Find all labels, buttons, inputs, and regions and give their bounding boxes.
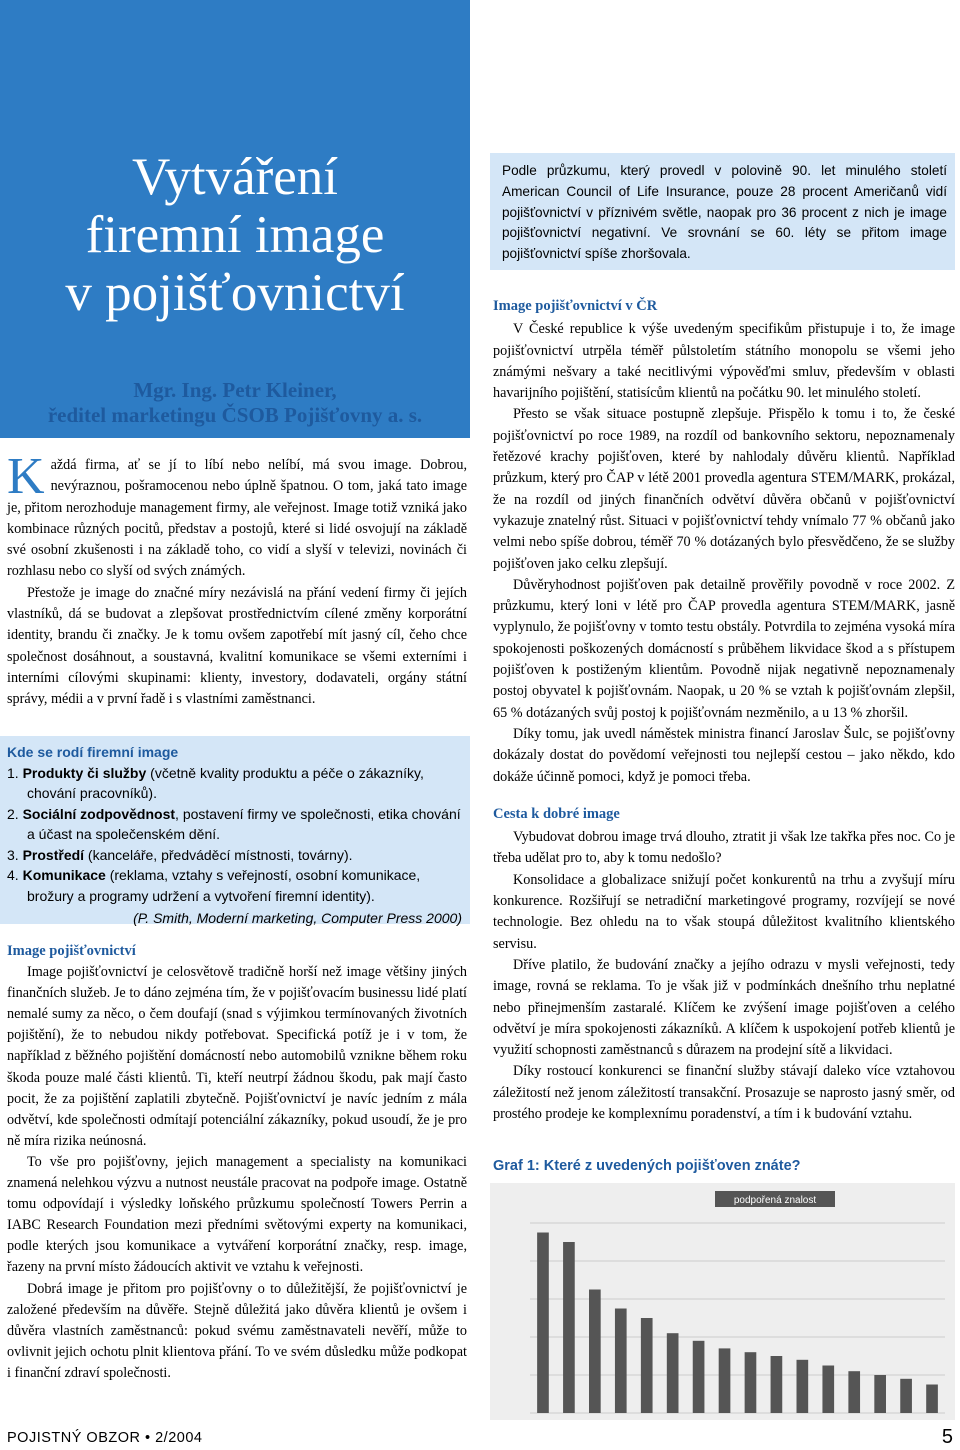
- item-text: (reklama, vztahy s veřejností, osobní komunikace, brožury a programy udržení a vytvoření firemní identity).: [27, 867, 421, 904]
- sidebar-box: [0, 736, 470, 924]
- chart-bar: [900, 1379, 912, 1413]
- paragraph: Dříve platilo, že budování značky a jejího odrazu v mysli veřejnosti, tedy image, rovná se reklama. To je však již v podmínkách dnešního trhu neplatné nebo přinejmenším zastaralé. Klíčem ke zvýšení image pojišťoven a celého odvětví je míra spokojenosti zákazníků. A klíčem k uspokojení potřeb klientů je využití schopnosti zaměstnanců s důrazem na prodejní sítě a likvidaci.: [493, 956, 955, 1059]
- item-bold: Prostředí: [22, 846, 85, 863]
- page-number: 5: [941, 1426, 953, 1448]
- section-heading-way: Cesta k dobré image: [493, 805, 620, 822]
- legend-label: podpořená znalost: [733, 1195, 817, 1206]
- sidebar-item-3: [7, 845, 462, 866]
- chart-bar: [667, 1333, 679, 1413]
- item-text: (včetně kvality produktu a péče o zákazníky, chování pracovníků).: [27, 764, 424, 801]
- item-text: (kanceláře, předváděcí místnosti, továrny).: [84, 846, 353, 863]
- chart-bar: [797, 1360, 809, 1413]
- intro-paragraph-1-text: aždá firma, ať se jí to líbí nebo nelíbí, má svou image. Dobrou, nevýraznou, pošramocenou nebo úplně špatnou. O tom, jaká tato image je, přitom nerozhoduje management firmy, ale veřejnost. Image totiž vzniká jako kombinace různých pocitů, představ a postojů, které si lidé osvojují na základě své osobní zkušenosti i na základě toho, co vidí a slyší v televizi, novinách či rozhlasu nebo co slyší od svých známých.: [7, 457, 467, 580]
- paragraph: To vše pro pojišťovny, jejich management a specialisty na komunikaci znamená nelehkou výzvu a nutnost neustále pracovat na podpoře image. Ostatně tomu odpovídají i výsledky loňského průzkumu společností Towers Perrin a IABC Research Foundation mezi předními světovými experty na komunikaci, podle kterých jsou komunikace a vytváření korporátní značky, resp. image, řazeny na první místo žádoucích aktivit ve vztahu k veřejnosti.: [7, 1153, 467, 1276]
- intro-paragraph-1: [7, 448, 467, 583]
- item-number: 4.: [7, 867, 19, 883]
- paragraph: Díky tomu, jak uvedl náměstek ministra financí Jaroslav Šulc, se pojišťovny dokázaly dostat do povědomí veřejnosti tou nejlepší cestou – jako někdo, kdo dokáže účinně pomoci, když je pomoci třeba.: [493, 725, 955, 785]
- section-heading-cr: Image pojišťovnictví v ČR: [493, 298, 658, 314]
- chart-bar: [615, 1309, 627, 1414]
- paragraph: Vybudovat dobrou image trvá dlouho, ztratit ji však lze takřka přes noc. Co je třeba udělat pro to, aby k tomu nedošlo?: [493, 829, 955, 867]
- item-text: , postavení firmy ve společnosti, etika chování a účast na společenském dění.: [27, 805, 461, 842]
- item-bold: Komunikace: [22, 867, 106, 883]
- chart-bar: [848, 1371, 860, 1413]
- item-number: 3.: [7, 846, 19, 863]
- chart-bar: [537, 1233, 549, 1414]
- title-line-3: v pojišťovnictví: [65, 264, 405, 322]
- chart-bar: [745, 1352, 757, 1413]
- chart-bar: [589, 1290, 601, 1414]
- paragraph: V České republice k výše uvedeným specifikům přistupuje i to, že image pojišťovnictví utrpěla téměř půlstoletím státního monopolu se všemi jeho známými nešvary a také necitlivými výpověďmi smluv, především v oblasti havarijního pojištění, statisícům klientů na počátku 90. let minulého století.: [493, 321, 955, 402]
- author-position: ředitel marketingu ČSOB Pojišťovny a. s.: [47, 403, 423, 427]
- chart-svg: [490, 1183, 955, 1420]
- item-bold: Sociální zodpovědnost: [22, 805, 176, 822]
- paragraph: Konsolidace a globalizace snižují počet konkurentů na trhu a zvyšují míru konkurence. Rozšiřují se netradiční marketingové programy, rozvíjejí se nové technologie. Bez ohledu na to však stoupá důležitost kvalitního klientského servisu.: [493, 871, 955, 952]
- section-heading: Image pojišťovnictví: [7, 943, 136, 959]
- paragraph: Přesto se však situace postupně zlepšuje. Přispělo k tomu i to, že české pojišťovnictví po roce 1989, na rozdíl od bankovního sektoru, nepoznamenaly řetězové krachy pojišťoven, které by nahlodaly důvěru klientů. Například průzkum, který pro ČAP v létě 2001 provedla agentura STEM/MARK, prokázal, že na rozdíl od jiných finančních odvětví důvěra občanů v pojišťovnictví vykazuje znatelný růst. Situaci v pojišťovnictví tehdy vnímalo 77 % občanů jako velmi nebo spíše dobrou, téměř 70 % dotázaných bylo přesvědčeno, že se služby pojišťoven jako celku zlepšují.: [493, 406, 955, 572]
- item-bold: Produkty či služby: [22, 764, 147, 781]
- chart-bar: [719, 1348, 731, 1413]
- chart-bar: [693, 1341, 705, 1413]
- sidebar-item-1: [7, 763, 462, 804]
- page-title: [0, 148, 470, 322]
- survey-text: Podle průzkumu, který provedl v polovině 90. let minulého století American Council of Life Insurance, pouze 28 procent Američanů vidí pojišťovnictví v příznivém světle, naopak pro 36 procent z nich je image pojišťovnictví negativní. Ve srovnání se 60. léty se přitom image pojišťovnictví spíše zhoršovala.: [502, 163, 947, 262]
- intro-text: [7, 448, 467, 711]
- intro-paragraph-2: Přestože je image do značné míry nezávislá na přání vedení firmy či jejích vlastníků, dá se budovat a zlepšovat prostřednictvím cílené změny korporátní identity, brandu či značky. Je k tomu ovšem zapotřebí mít jasný cíl, čeho chce společnost dosáhnout, a soustavná, kvalitní komunikace se všemi externími i interními cílovými skupinami: klienty, investory, dodavateli, orgány státní správy, médii a v první řadě i s vlastními zaměstnanci.: [7, 584, 467, 708]
- chart-bar: [563, 1242, 575, 1413]
- chart-bar: [874, 1375, 886, 1413]
- chart-title: Graf 1: Které z uvedených pojišťoven znáte?: [493, 1158, 801, 1174]
- survey-box: [490, 153, 955, 270]
- right-column: [493, 296, 955, 1125]
- chart-bar: [822, 1366, 834, 1414]
- title-line-1: Vytváření: [131, 148, 339, 206]
- sidebar-item-4: [7, 865, 462, 906]
- paragraph: Dobrá image je přitom pro pojišťovny o to důležitější, že pojišťovnictví je založené především na důvěře. Stejně důležitá jako důvěra klientů je ovšem i důvěra vlastních zaměstnanců: pokud svému zaměstnavateli nevěří, může to ovlivnit jejich ochotu plnit klientova přání. To ve svém důsledku může podkopat i finanční zdraví společnosti.: [7, 1280, 467, 1381]
- chart-bar: [771, 1356, 783, 1413]
- paragraph: Image pojišťovnictví je celosvětově tradičně horší než image většiny jiných finančních služeb. Je to dáno zejména tím, že v pojišťovacím businessu lidé platí nemalé sumy za něco, o čem doufají (snad s výjimkou termínovaných životních pojištění), že to nebudou nikdy potřebovat. Specifická potíž je i v tom, že například z běžného pojištění domácností nebo automobilů vznikne během roku škoda pouze malé části klientů. Ti, kteří neutrpí žádnou škodu, pak mají často pocit, že za pojištění zaplatili zbytečně. Pojišťovnictví je navíc jedním z mála odvětví, kde společnosti odmítají potenciální zákazníky, pokud usoudí, že je pro ně míra rizika neúnosná.: [7, 964, 467, 1149]
- paragraph: Důvěryhodnost pojišťoven pak detailně prověřily povodně v roce 2002. Z průzkumu, který loni v létě pro ČAP provedla agentura STEM/MARK, jasně vyplynulo, že pojišťovny v tomto testu obstály. Potvrdila to zejména vysoká míra spokojenosti poškozených domácností s průběhem likvidace škod a s přístupem pojišťoven k postiženým klientům. Povodně nijak negativně nepoznamenaly postoj obyvatel k pojišťovnám. Naopak, u 20 % se vztah k pojišťovnám zlepšil, 65 % dotázaných svůj postoj k pojišťovnám nezměnilo, a u 13 % zhoršil.: [493, 576, 955, 721]
- title-line-2: firemní image: [85, 206, 385, 264]
- sidebar-source: (P. Smith, Moderní marketing, Computer Press 2000): [133, 910, 462, 926]
- author-name: Mgr. Ing. Petr Kleiner,: [133, 378, 337, 402]
- footer-journal: POJISTNÝ OBZOR • 2/2004: [7, 1430, 203, 1446]
- author-block: [0, 378, 470, 428]
- sidebar-item-2: [7, 804, 462, 845]
- section-image: [7, 941, 467, 1384]
- chart-bar: [641, 1318, 653, 1413]
- item-number: 1.: [7, 764, 19, 781]
- chart-bar: [926, 1385, 938, 1414]
- chart-area: [490, 1183, 955, 1420]
- drop-cap: K: [7, 448, 45, 505]
- sidebar-title: Kde se rodí firemní image: [7, 744, 179, 760]
- paragraph: Díky rostoucí konkurenci se finanční služby stávají daleko více vztahovou záležitostí než jenom záležitostí transakční. Prosazuje se naprosto jasný směr, od prostého prodeje ke komplexnímu poradenství, a tím i k budování vztahu.: [493, 1063, 955, 1122]
- item-number: 2.: [7, 805, 19, 822]
